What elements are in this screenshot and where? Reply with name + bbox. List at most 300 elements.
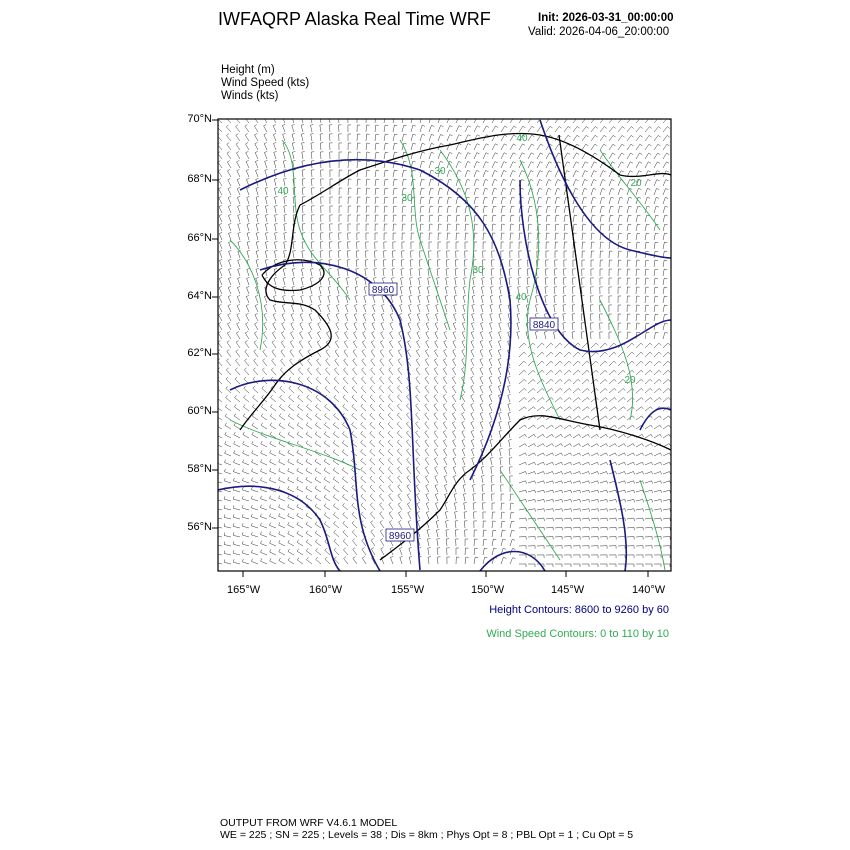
wind-barb: [581, 332, 584, 339]
wind-barb: [227, 332, 231, 340]
wind-barb: [244, 386, 249, 393]
wind-barb: [636, 453, 644, 456]
wind-barb: [627, 546, 634, 549]
wind-barb: [261, 469, 268, 475]
wind-barb: [609, 490, 617, 493]
wind-barb: [528, 546, 535, 549]
wind-barb: [654, 462, 662, 465]
wind-barb: [336, 313, 339, 321]
wind-barb: [455, 512, 458, 520]
wind-barb: [591, 171, 597, 177]
wind-barb: [420, 161, 425, 168]
wind-barb: [274, 142, 277, 150]
wind-barb: [519, 233, 523, 240]
wind-barb: [361, 512, 366, 519]
wind-barb: [311, 242, 314, 249]
wind-barb: [409, 547, 412, 555]
wind-barb: [453, 322, 456, 330]
wind-barb: [389, 494, 393, 501]
wind-barb: [462, 340, 465, 348]
wind-barb: [256, 205, 259, 213]
height-contour: [218, 486, 340, 571]
wind-barb: [636, 242, 640, 249]
wind-barb: [528, 153, 534, 159]
wind-barb: [281, 331, 285, 339]
wind-barb: [325, 377, 330, 384]
wind-barb: [370, 413, 375, 420]
wind-barb: [343, 539, 348, 546]
wind-barb: [465, 126, 471, 132]
wind-barb: [464, 269, 467, 276]
wind-barb: [346, 304, 349, 312]
wind-barb: [264, 142, 267, 150]
map-plot-area: [215, 115, 671, 571]
wind-barb: [401, 269, 404, 276]
wind-barb: [555, 453, 563, 456]
wind-barb: [453, 448, 456, 456]
wind-barb: [636, 269, 640, 276]
wind-barb: [355, 287, 358, 295]
wind-barb: [564, 564, 571, 567]
wind-barb: [312, 206, 315, 213]
wind-barb: [228, 313, 231, 321]
wind-barb: [492, 539, 496, 546]
wind-barb: [438, 251, 441, 258]
wind-barb: [270, 505, 277, 510]
wind-barb: [645, 398, 652, 403]
wind-barb: [227, 359, 232, 366]
wind-barb: [582, 537, 589, 540]
wind-barb: [654, 379, 661, 384]
wind-barb: [228, 178, 231, 186]
wind-barb: [456, 206, 460, 213]
wind-barb: [420, 152, 425, 159]
wind-barb: [370, 458, 375, 465]
wind-barb: [339, 197, 342, 204]
wind-barb: [443, 368, 447, 376]
wind-barb: [333, 441, 339, 448]
wind-barb: [564, 481, 572, 484]
wind-barb: [480, 430, 483, 438]
wind-barb: [298, 404, 304, 411]
wind-barb: [465, 251, 468, 258]
wind-barb: [327, 304, 330, 312]
wind-barb: [537, 206, 542, 213]
wind-barb: [364, 295, 367, 303]
wind-barb: [273, 133, 276, 141]
wind-barb: [352, 521, 357, 528]
wind-barb: [519, 144, 525, 150]
wind-barb: [227, 134, 232, 141]
wind-barb: [501, 539, 506, 546]
wind-barb: [426, 484, 429, 492]
wind-barb: [348, 152, 351, 159]
wind-barb: [219, 187, 222, 195]
wind-barb: [416, 404, 420, 411]
wind-barb: [400, 547, 403, 555]
wind-barb: [555, 379, 562, 384]
wind-barb: [474, 179, 479, 186]
wind-barb: [260, 514, 267, 519]
wind-barb: [474, 530, 477, 537]
wind-barb: [510, 242, 513, 249]
wind-barb: [343, 548, 348, 555]
wind-barb: [427, 539, 430, 547]
wind-barb: [663, 352, 670, 357]
wind-barb: [645, 490, 653, 493]
wind-barb: [519, 564, 526, 567]
wind-barb: [572, 314, 575, 321]
wind-barb: [501, 197, 506, 204]
wind-barb: [636, 537, 643, 540]
wind-barb: [352, 395, 357, 402]
wind-barb: [481, 439, 484, 447]
wind-barb: [348, 143, 351, 150]
wind-barb: [636, 379, 643, 384]
wind-barb: [297, 522, 303, 528]
wind-barb: [564, 153, 570, 159]
wind-barb: [261, 478, 268, 483]
wind-barb: [256, 268, 259, 276]
wind-barb: [388, 422, 393, 429]
wind-barb: [645, 135, 652, 141]
wind-barb: [618, 518, 625, 521]
wind-barb: [546, 537, 553, 540]
wind-barb: [279, 423, 285, 429]
wind-barb: [465, 188, 470, 195]
wind-barb: [508, 412, 511, 420]
wind-barb: [636, 215, 641, 222]
wind-barb: [645, 171, 651, 177]
wind-barb: [353, 368, 358, 375]
wind-barb: [243, 469, 250, 474]
wind-barb: [390, 313, 393, 321]
wind-barb: [427, 287, 430, 295]
wind-barb: [389, 503, 393, 510]
wind-barb: [498, 349, 501, 357]
wind-barb: [242, 532, 249, 537]
wind-barb: [627, 269, 630, 276]
wind-barb: [397, 458, 402, 465]
wind-barb: [591, 162, 597, 168]
wind-barb: [312, 215, 315, 222]
wind-barb: [251, 550, 258, 555]
wind-barb: [228, 196, 231, 204]
wind-barb: [302, 170, 305, 177]
wind-barb: [492, 153, 498, 159]
wind-barb: [528, 135, 534, 141]
wind-barb: [438, 557, 441, 564]
wind-barb: [600, 388, 607, 393]
wind-barb: [435, 475, 438, 483]
wind-barb: [618, 361, 625, 366]
wind-barb: [445, 295, 448, 303]
wind-barb: [263, 359, 267, 366]
wind-barb: [618, 546, 625, 549]
wind-barb: [265, 197, 268, 205]
wind-barb: [390, 331, 393, 339]
wind-barb: [582, 278, 585, 285]
wind-barb: [453, 430, 457, 438]
wind-barb: [474, 557, 478, 564]
wind-barb: [564, 407, 571, 411]
wind-barb: [582, 370, 589, 375]
wind-barb: [279, 505, 285, 511]
wind-barb: [343, 530, 348, 537]
wind-barb: [582, 444, 590, 447]
wind-barb: [564, 269, 567, 276]
wind-barb: [379, 386, 384, 393]
wind-barb: [528, 117, 535, 123]
wind-barb: [374, 260, 377, 267]
wind-barb: [462, 358, 465, 366]
wind-barb: [365, 260, 368, 267]
wind-barb: [519, 379, 526, 384]
wind-barb: [408, 340, 412, 348]
wind-barb: [345, 313, 348, 321]
wind-barb: [471, 349, 474, 357]
wind-barb: [546, 481, 554, 484]
wind-barb: [279, 477, 285, 483]
wind-barb: [627, 398, 634, 403]
wind-barb: [371, 368, 375, 375]
wind-barb: [452, 386, 456, 394]
wind-barb: [663, 153, 669, 159]
wind-barb: [270, 423, 276, 429]
wind-barb: [555, 444, 563, 447]
wind-barb: [591, 278, 594, 285]
wind-barb: [265, 169, 268, 177]
wind-barb: [279, 441, 285, 447]
wind-barb: [591, 527, 598, 530]
wind-barb: [288, 414, 294, 421]
wind-barb: [425, 449, 429, 457]
wind-barb: [342, 467, 348, 474]
wind-barb: [528, 171, 534, 177]
wind-barb: [288, 531, 294, 537]
wind-barb: [370, 386, 375, 393]
wind-barb: [528, 343, 535, 348]
wind-barb: [498, 358, 501, 366]
wind-barb: [308, 341, 312, 349]
wind-barb: [471, 439, 474, 447]
wind-barb: [401, 278, 404, 286]
wind-barb: [373, 295, 376, 303]
wind-barb: [537, 407, 544, 411]
wind-barb: [465, 144, 471, 150]
wind-barb: [609, 546, 616, 549]
wind-barb: [654, 287, 658, 294]
wind-barb: [402, 206, 406, 213]
wind-barb: [235, 395, 240, 402]
wind-barb: [416, 467, 420, 475]
wind-barb: [609, 135, 616, 141]
wind-barb: [348, 188, 351, 195]
wind-barb: [636, 305, 640, 312]
wind-barb: [219, 250, 222, 258]
wind-barb: [519, 555, 526, 558]
wind-barb: [600, 398, 607, 403]
wind-barb: [573, 453, 581, 456]
wind-barb: [463, 466, 466, 474]
wind-barb: [627, 233, 631, 240]
wind-barb: [452, 367, 456, 375]
wind-barb: [416, 422, 420, 429]
wind-barb: [645, 555, 652, 558]
chart-title: IWFAQRP Alaska Real Time WRF: [218, 9, 491, 29]
wind-barb: [519, 434, 527, 438]
wind-barb: [573, 444, 581, 447]
wind-barb: [546, 370, 553, 375]
wind-barb: [618, 462, 626, 465]
wind-barb: [347, 260, 350, 267]
wind-barb: [343, 494, 349, 501]
wind-barb: [528, 388, 535, 393]
wind-barb: [573, 388, 580, 393]
wind-barb: [609, 171, 615, 177]
wind-barb: [233, 550, 240, 555]
wind-barb: [654, 490, 662, 493]
wind-barb: [456, 224, 460, 231]
wind-barb: [297, 459, 303, 465]
wind-barb: [563, 314, 566, 321]
wind-barb: [390, 322, 393, 330]
wind-barb: [398, 467, 403, 474]
wind-barb: [389, 350, 393, 358]
wind-barb: [474, 188, 479, 195]
wind-barb: [389, 485, 394, 492]
wind-barb: [517, 322, 520, 330]
wind-barb: [429, 215, 433, 222]
wind-barb: [572, 287, 575, 294]
wind-barb: [390, 556, 393, 564]
wind-barb: [447, 153, 452, 160]
wind-barb: [537, 537, 544, 540]
wind-barb: [492, 144, 498, 150]
wind-barb: [333, 450, 339, 457]
wind-barb: [663, 518, 670, 521]
wind-barb: [471, 430, 474, 438]
wind-barb: [555, 509, 562, 512]
wind-barb: [270, 450, 276, 456]
wind-barb: [591, 215, 595, 222]
wind-barb: [306, 468, 312, 474]
wind-barb: [654, 398, 661, 403]
wind-barb: [371, 521, 375, 528]
wind-barb: [663, 215, 668, 222]
wind-barb: [272, 341, 276, 349]
wind-barb: [261, 450, 267, 456]
wind-barb: [389, 368, 393, 375]
wind-barb: [417, 331, 420, 339]
wind-barb: [609, 144, 615, 150]
wind-barb: [375, 134, 379, 141]
wind-barb: [402, 134, 407, 141]
wind-barb: [573, 171, 579, 177]
wind-barb: [361, 377, 366, 384]
wind-barb: [393, 224, 396, 231]
wind-barb: [444, 331, 447, 339]
wind-barb: [436, 502, 439, 510]
wind-barb: [315, 531, 321, 538]
wind-barb: [627, 153, 633, 159]
wind-barb: [519, 546, 526, 549]
wind-barb: [339, 125, 342, 132]
wind-barb: [315, 468, 321, 474]
wind-barb: [564, 527, 571, 530]
wind-barb: [645, 425, 653, 429]
wind-barb: [348, 125, 351, 132]
wind-barb: [528, 370, 535, 375]
wind-barb: [636, 499, 644, 502]
wind-barb: [416, 476, 420, 484]
wind-barb: [654, 135, 661, 141]
wind-barb: [627, 352, 634, 357]
wind-barb: [438, 117, 443, 124]
wind-barb: [384, 179, 388, 186]
wind-barb: [311, 269, 314, 277]
wind-barb: [354, 322, 357, 330]
wind-barb: [636, 481, 644, 484]
wind-barb: [233, 514, 240, 519]
lat-tick-label: 64°N: [187, 290, 212, 302]
wind-barb: [237, 286, 240, 294]
wind-barb: [537, 343, 544, 348]
wind-barb: [490, 296, 493, 304]
wind-barb: [591, 398, 598, 403]
wind-barb: [591, 416, 598, 420]
wind-barb: [251, 496, 258, 501]
wind-barb: [500, 449, 503, 457]
wind-barb: [407, 502, 411, 510]
wind-barb: [333, 486, 339, 493]
wind-barb: [334, 386, 339, 393]
wind-barb: [236, 332, 240, 340]
wind-barb: [447, 242, 450, 249]
wind-barb: [537, 453, 545, 456]
wind-barb: [429, 233, 432, 240]
wind-barb: [600, 135, 607, 141]
wind-barb: [371, 539, 375, 547]
wind-barb: [618, 434, 626, 438]
wind-barb: [519, 260, 522, 267]
wind-barb: [663, 332, 668, 339]
wind-barb: [438, 188, 443, 195]
wind-barb: [429, 152, 434, 159]
wind-barb: [618, 144, 624, 150]
wind-barb: [546, 153, 552, 159]
wind-barb: [362, 359, 366, 366]
wind-barb: [645, 527, 652, 530]
wind-barb: [229, 250, 232, 258]
wind-barb: [420, 224, 424, 231]
wind-barb: [227, 350, 231, 357]
wind-barb: [582, 162, 588, 168]
wind-barb: [573, 135, 580, 141]
wind-barb: [297, 558, 303, 565]
wind-barb: [398, 377, 402, 384]
wind-barb: [336, 331, 340, 339]
wind-barb: [353, 341, 357, 349]
wind-barb: [288, 450, 294, 456]
wind-barb: [300, 304, 303, 312]
wind-barb: [379, 467, 384, 474]
wind-barb: [654, 144, 660, 150]
wind-barb: [224, 533, 231, 537]
wind-barb: [264, 133, 267, 141]
wind-barb: [555, 472, 563, 475]
wind-barb: [380, 538, 384, 546]
